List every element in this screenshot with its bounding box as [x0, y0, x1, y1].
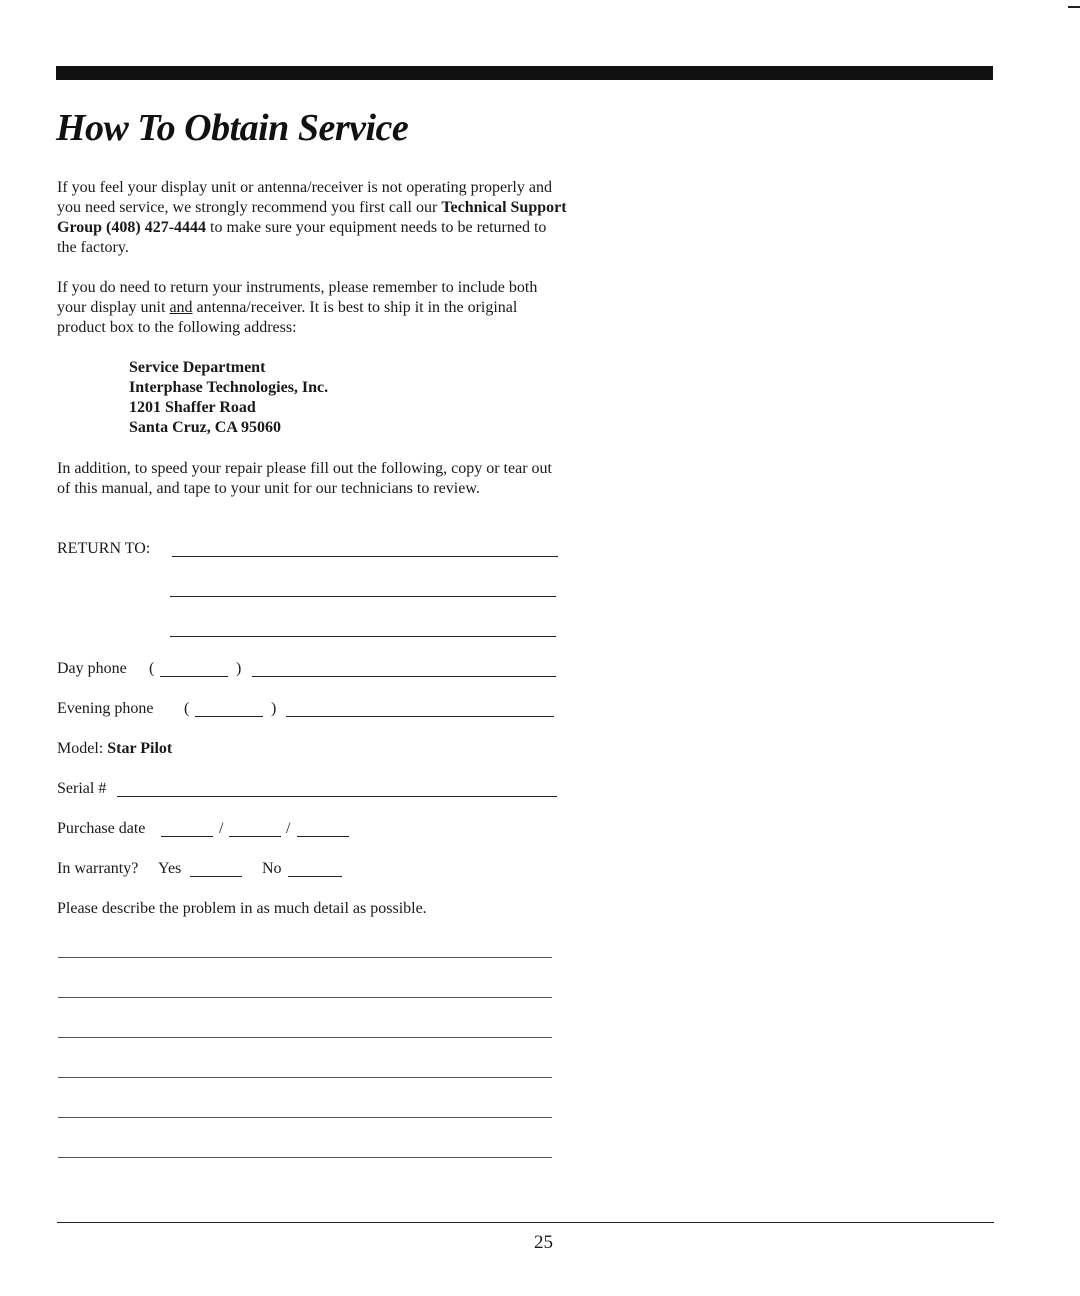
- and-underlined: and: [169, 299, 193, 316]
- evening-phone-label: Evening phone: [57, 700, 154, 717]
- address-line-1: Service Department: [129, 359, 266, 376]
- intro-text-a: If you feel your display unit or antenna/receiver is not operating properly and you need service, we strongly recommend you first call our: [57, 179, 552, 216]
- return-to-label: RETURN TO:: [57, 540, 151, 557]
- day-phone-open-paren: (: [149, 660, 155, 677]
- tech-support-phone: Technical Support Group (408) 427-4444: [57, 199, 567, 236]
- instructions-paragraph: In addition, to speed your repair please fill out the following, copy or tear out of this manual, and tape to your unit for our technicians to review.: [57, 460, 552, 497]
- day-phone-close-paren: ): [236, 660, 242, 677]
- address-line-3: 1201 Shaffer Road: [129, 399, 256, 416]
- day-phone-area-code-line[interactable]: [160, 676, 228, 677]
- date-separator-1: /: [219, 820, 224, 837]
- evening-phone-number-line[interactable]: [286, 716, 554, 717]
- warranty-no-line[interactable]: [288, 876, 342, 877]
- intro-paragraph: [57, 178, 567, 258]
- footer-rule: [57, 1222, 994, 1223]
- description-line-6[interactable]: [58, 1157, 552, 1158]
- return-paragraph: [57, 278, 567, 338]
- date-separator-2: /: [286, 820, 291, 837]
- serial-label: Serial #: [57, 780, 107, 797]
- purchase-year-line[interactable]: [297, 836, 349, 837]
- evening-phone-open-paren: (: [184, 700, 190, 717]
- description-line-4[interactable]: [58, 1077, 552, 1078]
- purchase-day-line[interactable]: [229, 836, 281, 837]
- address-line-2: Interphase Technologies, Inc.: [129, 379, 329, 396]
- purchase-month-line[interactable]: [161, 836, 213, 837]
- description-line-5[interactable]: [58, 1117, 552, 1118]
- page-title: How To Obtain Service: [56, 107, 409, 149]
- page-number: 25: [534, 1232, 553, 1253]
- service-address: [129, 358, 328, 438]
- edge-mark: [1068, 6, 1080, 8]
- warranty-yes-label: Yes: [158, 860, 182, 877]
- warranty-yes-line[interactable]: [190, 876, 242, 877]
- serial-line[interactable]: [117, 796, 557, 797]
- warranty-label: In warranty?: [57, 860, 139, 877]
- day-phone-number-line[interactable]: [252, 676, 556, 677]
- evening-phone-close-paren: ): [271, 700, 277, 717]
- description-line-1[interactable]: [58, 957, 552, 958]
- header-bar: [56, 66, 993, 80]
- model-value: Star Pilot: [107, 740, 173, 757]
- description-line-2[interactable]: [58, 997, 552, 998]
- evening-phone-area-code-line[interactable]: [195, 716, 263, 717]
- description-line-3[interactable]: [58, 1037, 552, 1038]
- describe-prompt: Please describe the problem in as much detail as possible.: [57, 900, 427, 917]
- address-line-4: Santa Cruz, CA 95060: [129, 419, 282, 436]
- return-to-line-1[interactable]: [172, 556, 558, 557]
- return-to-line-2[interactable]: [170, 596, 556, 597]
- intro-text-b: to make sure your equipment needs to be returned to the factory.: [57, 219, 547, 256]
- return-text-a: If you do need to return your instruments, please remember to include both your display unit: [57, 279, 538, 316]
- day-phone-label: Day phone: [57, 660, 127, 677]
- model-row: [57, 739, 172, 759]
- model-label: Model:: [57, 740, 104, 757]
- return-text-b: antenna/receiver. It is best to ship it in the original product box to the following address:: [57, 299, 518, 336]
- return-to-line-3[interactable]: [170, 636, 556, 637]
- purchase-date-label: Purchase date: [57, 820, 146, 837]
- warranty-no-label: No: [262, 860, 282, 877]
